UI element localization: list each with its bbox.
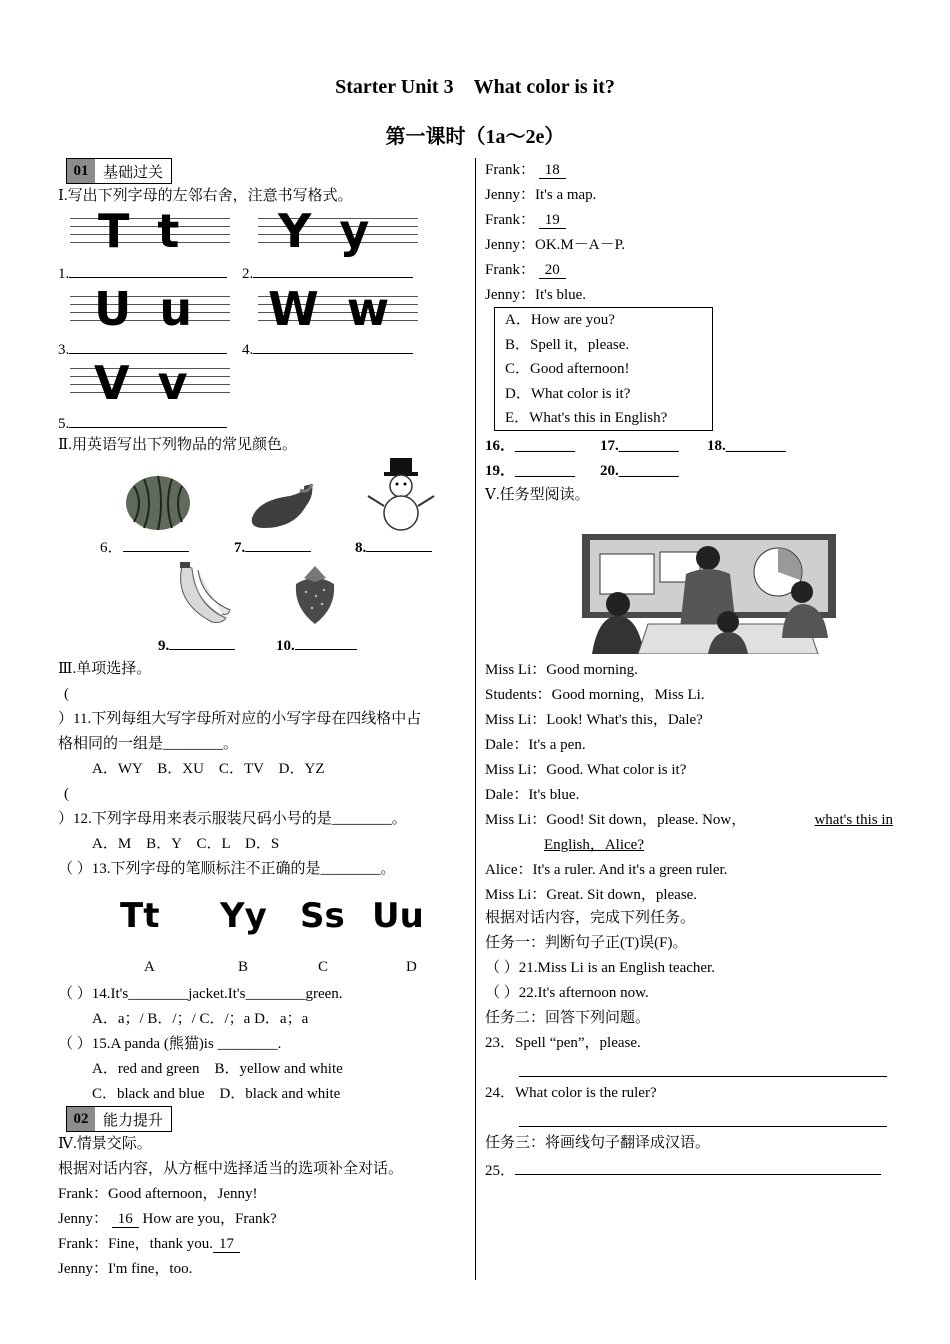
q11-text: ）11.下列每组大写字母所对应的小写字母在四线格中占 xyxy=(58,711,422,727)
underlined-sentence: what's this in xyxy=(814,812,893,828)
q4-instruction: 根据对话内容，从方框中选择适当的选项补全对话。 xyxy=(58,1161,404,1177)
classroom-illustration xyxy=(578,528,840,654)
q13-text: （ ）13.下列字母的笔顺标注不正确的是________。 xyxy=(58,861,396,877)
q2-item-6: 6． xyxy=(100,536,189,558)
q25-text: 25． xyxy=(485,1158,881,1181)
q2-heading: Ⅱ.用英语写出下列物品的常见颜色。 xyxy=(58,437,297,453)
dialogue-line: Frank： 18 xyxy=(485,160,566,180)
practice-letters: U u xyxy=(94,282,199,336)
q2-item-8: 8. xyxy=(355,536,432,558)
answer-blank[interactable] xyxy=(253,338,413,354)
dialogue-line: Frank：Good afternoon，Jenny! xyxy=(58,1186,258,1202)
option-a: A．How are you? xyxy=(505,312,615,328)
dialogue-line: Jenny： 16 How are you，Frank? xyxy=(58,1211,277,1227)
answer-blank[interactable] xyxy=(253,262,413,278)
answer-blank[interactable] xyxy=(295,634,357,650)
q24-text: 24．What color is the ruler? xyxy=(485,1085,657,1101)
snowman-icon xyxy=(364,456,436,532)
q15-options-1: A．red and green B．yellow and white xyxy=(92,1061,343,1077)
q14-options: A．a；/ B．/；/ C．/；a D．a；a xyxy=(92,1011,309,1027)
q5-heading: Ⅴ.任务型阅读。 xyxy=(485,487,590,503)
q14-text: （ ）14.It's________jacket.It's________green. xyxy=(58,986,343,1002)
section-label: 能力提升 xyxy=(103,1112,164,1129)
q15-text: （ ）15.A panda (熊猫)is ________. xyxy=(58,1036,282,1052)
option-c: C．Good afternoon! xyxy=(505,361,630,377)
page-title: Starter Unit 3 What color is it? xyxy=(335,76,615,98)
q23-answer-line[interactable] xyxy=(519,1060,887,1077)
q12-paren: ( xyxy=(64,786,69,802)
dialogue-line: Jenny：It's blue. xyxy=(485,287,587,303)
letter-practice-5 xyxy=(70,356,194,416)
strawberry-icon xyxy=(290,564,340,626)
q12-options: A．M B．Y C．L D．S xyxy=(92,836,280,852)
option-d: D．What color is it? xyxy=(505,385,631,402)
reading-line: Miss Li：Look! What's this，Dale? xyxy=(485,712,703,728)
q2-item-10: 10. xyxy=(276,634,357,656)
answer-20[interactable]: 20.________ xyxy=(600,463,679,479)
section-label: 基础过关 xyxy=(103,164,164,181)
q3-heading: Ⅲ.单项选择。 xyxy=(58,661,152,677)
dialogue-line: Frank： 19 xyxy=(485,210,566,230)
watermelon-icon xyxy=(124,474,192,532)
letter-practice-4 xyxy=(258,282,396,344)
reading-line: Miss Li：Great. Sit down，please. xyxy=(485,887,698,903)
options-box xyxy=(494,307,713,431)
q4-heading: Ⅳ.情景交际。 xyxy=(58,1136,152,1152)
column-divider xyxy=(475,158,476,1280)
reading-line: Dale：It's blue. xyxy=(485,787,580,803)
dialogue-line: Frank：Fine，thank you. 17 xyxy=(58,1234,240,1254)
dialogue-line: Jenny：OK.M－A－P. xyxy=(485,237,626,253)
section-badge-basic xyxy=(66,158,172,184)
q12-text: ）12.下列字母用来表示服装尺码小号的是________。 xyxy=(58,811,407,827)
q1-item-2: 2. xyxy=(242,262,413,284)
answer-blank[interactable] xyxy=(245,536,311,552)
dialogue-line: Frank： 20 xyxy=(485,260,566,280)
practice-letters: V v xyxy=(94,356,194,410)
q13-label-c: C xyxy=(318,959,329,975)
section-number: 01 xyxy=(67,159,95,183)
stroke-order-letters: Tt Yy Ss Uu xyxy=(120,896,424,936)
q1-item-3: 3. xyxy=(58,338,227,360)
eggplant-icon xyxy=(246,480,316,532)
q1-item-4: 4. xyxy=(242,338,413,360)
answer-blank[interactable] xyxy=(123,536,189,552)
answer-17[interactable]: 17.________ xyxy=(600,438,679,454)
answer-blank[interactable] xyxy=(69,338,227,354)
q13-label-a: A xyxy=(144,959,155,975)
dialogue-line: Jenny：I'm fine，too. xyxy=(58,1261,193,1277)
q1-item-5: 5. xyxy=(58,412,227,434)
reading-line: Miss Li：Good morning. xyxy=(485,662,638,678)
q13-label-b: B xyxy=(238,959,249,975)
q2-item-9: 9. xyxy=(158,634,235,656)
q11-text-cont: 格相同的一组是________。 xyxy=(58,736,239,752)
practice-letters: T t xyxy=(98,204,186,258)
page-subtitle: 第一课时（1a～2e） xyxy=(385,126,565,148)
option-b: B．Spell it，please. xyxy=(505,336,630,353)
answer-18[interactable]: 18.________ xyxy=(707,438,786,454)
reading-line: Dale：It's a pen. xyxy=(485,737,586,753)
q11-paren: ( xyxy=(64,686,69,702)
task-1: 任务一：判断句子正(T)误(F)。 xyxy=(485,935,688,951)
q25-answer-line[interactable] xyxy=(515,1158,881,1175)
letter-practice-1 xyxy=(70,204,186,266)
q15-options-2: C．black and blue D．black and white xyxy=(92,1086,341,1102)
reading-line: Miss Li：Good. What color is it? xyxy=(485,762,687,778)
dialogue-line: Jenny：It's a map. xyxy=(485,187,597,203)
answer-16[interactable]: 16．________ xyxy=(485,438,576,454)
reading-line: Miss Li：Good! Sit down，please. Now， what's this in xyxy=(485,812,893,828)
reading-line: Students：Good morning，Miss Li. xyxy=(485,687,705,703)
answer-blank[interactable] xyxy=(69,412,227,428)
q24-answer-line[interactable] xyxy=(519,1110,887,1127)
q22-text: （ ）22.It's afternoon now. xyxy=(485,985,649,1001)
q23-text: 23．Spell “pen”，please. xyxy=(485,1035,641,1051)
reading-line: Alice：It's a ruler. And it's a green ruler. xyxy=(485,862,728,878)
answer-blank[interactable] xyxy=(366,536,432,552)
q1-item-1: 1. xyxy=(58,262,227,284)
task-instruction: 根据对话内容，完成下列任务。 xyxy=(485,910,696,926)
q1-heading: Ⅰ.写出下列字母的左邻右舍，注意书写格式。 xyxy=(58,188,353,204)
answer-blank[interactable] xyxy=(169,634,235,650)
answer-blank[interactable] xyxy=(69,262,227,278)
banana-icon xyxy=(172,562,232,626)
q11-options: A．WY B．XU C．TV D．YZ xyxy=(92,761,325,777)
underlined-sentence-cont: English，Alice? xyxy=(544,837,644,853)
letter-practice-2 xyxy=(258,204,376,266)
answer-19[interactable]: 19．________ xyxy=(485,463,576,479)
practice-letters: Y y xyxy=(278,204,376,258)
option-e: E．What's this in English? xyxy=(505,410,668,426)
task-2: 任务二：回答下列问题。 xyxy=(485,1010,651,1026)
q21-text: （ ）21.Miss Li is an English teacher. xyxy=(485,960,715,976)
practice-letters: W w xyxy=(268,282,396,336)
section-number: 02 xyxy=(67,1107,95,1131)
section-badge-advanced xyxy=(66,1106,172,1132)
task-3: 任务三：将画线句子翻译成汉语。 xyxy=(485,1135,711,1151)
q2-item-7: 7. xyxy=(234,536,311,558)
q13-label-d: D xyxy=(406,959,417,975)
letter-practice-3 xyxy=(70,282,199,344)
